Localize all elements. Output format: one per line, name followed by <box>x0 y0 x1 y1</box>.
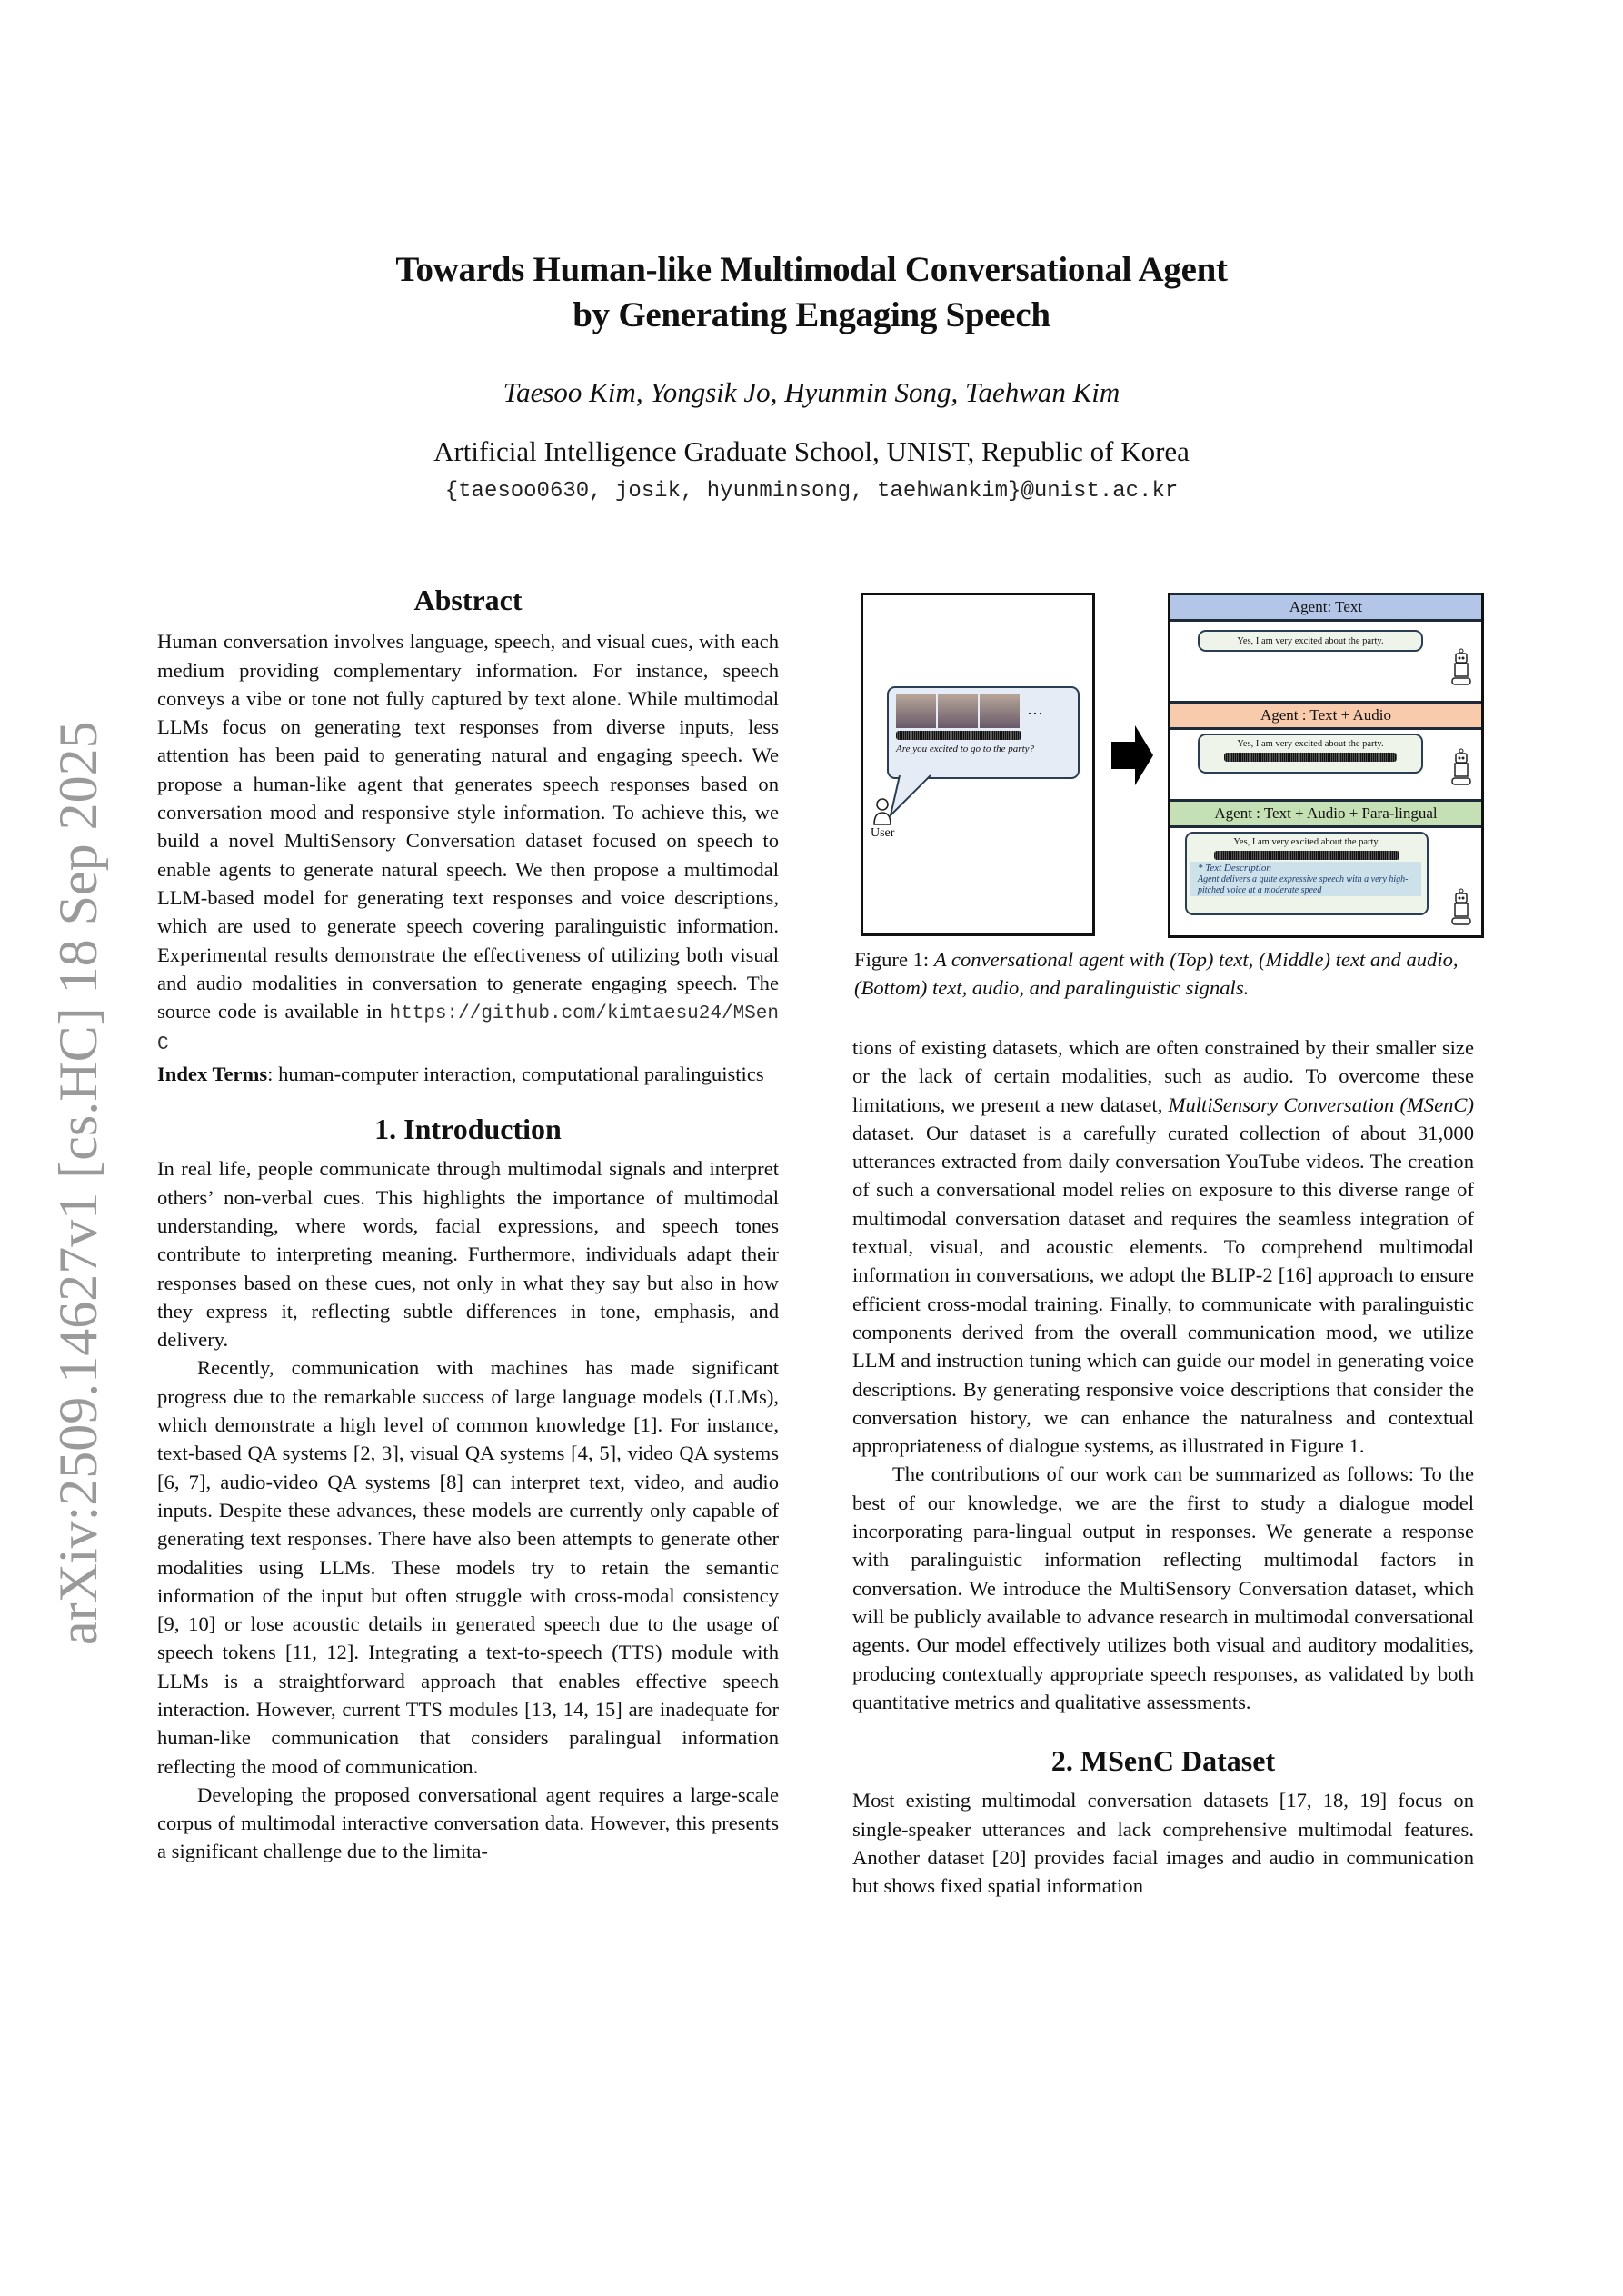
code-link[interactable]: https://github.com/kimtaesu24/MSenC <box>157 1003 779 1056</box>
text-description-body: Agent delivers a quite expressive speech with a very high-pitched voice at a moderate speed <box>1190 874 1421 896</box>
agent-waveform <box>1214 851 1399 860</box>
authors: Taesoo Kim, Yongsik Jo, Hyunmin Song, Taehwan Kim <box>503 376 1120 408</box>
robot-icon <box>1449 888 1474 928</box>
affiliation: Artificial Intelligence Graduate School, UNIST, Republic of Korea <box>433 435 1190 467</box>
video-frame-2 <box>938 694 978 728</box>
video-frame-1 <box>896 694 936 728</box>
agent-waveform <box>1224 753 1397 762</box>
agent-reply-text: Yes, I am very excited about the party. <box>1198 630 1423 652</box>
user-speech-bubble <box>887 686 1080 779</box>
intro-continued: tions of existing datasets, which are often constrained by their smaller size or the lack of certain modalities, such as audio. To overcome these limitations, we present a new dataset, MultiSensory Conversation (MSenC) dataset. Our dataset is a carefully curated collection of about 31,000 utterances extracted from daily conversation YouTube videos. The creation of such a conversational model relies on exposure to this diverse range of multimodal conversation dataset and requires the seamless integration of textual, visual, and acoustic elements. To comprehend multimodal information in conversations, we adopt the BLIP-2 [16] approach to ensure efficient cross-modal training. Finally, to communicate with paralinguistic components derived from the overall communication mood, we utilize LLM and instruction tuning which can guide our model in generating voice descriptions. By generating responsive voice descriptions that consider the conversation history, we can enhance the naturalness and contextual appropriateness of dialogue systems, as illustrated in Figure 1. <box>852 1036 1474 1458</box>
intro-paragraph-2: Recently, communication with machines has made significant progress due to the remarkable success of large language models (LLMs), which demonstrate a high level of common knowledge [1]. For instance, text-based QA systems [2, 3], visual QA systems [4, 5], video QA systems [6, 7], audio-video QA systems [8] can interpret text, video, and audio inputs. Despite these advances, these models are currently only capable of generating text responses. There have also been attempts to generate other modalities using LLMs. These models try to retain the semantic information of the input but often struggle with cross-modal consistency [9, 10] or lose acoustic details in generated speech due to the usage of speech tokens [11, 12]. Integrating a text-to-speech (TTS) module with LLMs is a straightforward approach that enables effective speech interaction. However, current TTS modules [13, 14, 15] are inadequate for human-like communication that considers paralingual information reflecting the mood of communication. <box>157 1356 779 1778</box>
paper-title <box>0 247 1623 338</box>
ellipsis: … <box>1027 700 1043 718</box>
abstract-body: Human conversation involves language, speech, and visual cues, with each medium providing complementary information. For instance, speech conveys a vibe or tone not fully captured by text alone. While multimodal LLMs focus on generating text responses from diverse inputs, less attention has been paid to generating natural and engaging speech. We propose a human-like agent that generates speech responses based on conversation mood and responsive style information. To achieve this, we build a novel MultiSensory Conversation dataset focused on speech to enable agents to generate natural speech. We then propose a multimodal LLM-based model for generating text responses and voice descriptions, which are used to generate speech covering paralinguistic information. Experimental results demonstrate the effectiveness of utilizing both visual and audio modalities in conversation to generate engaging speech. The source code is available in https://github.com/kimtaesu24/MSenC <box>157 630 779 1056</box>
index-terms-label: Index Terms <box>157 1062 268 1085</box>
figure-1 <box>861 589 1484 939</box>
bubble-tail <box>887 774 941 819</box>
panel-header-paralingual: Agent : Text + Audio + Para-lingual <box>1170 799 1481 828</box>
agent-panel <box>1168 593 1484 938</box>
panel-header-text-audio: Agent : Text + Audio <box>1170 701 1481 730</box>
left-column <box>157 586 779 1866</box>
video-frame-3 <box>980 694 1020 728</box>
intro-paragraph-3: Developing the proposed conversational agent requires a large-scale corpus of multimodal interactive conversation data. However, this presents a significant challenge due to the limita- <box>157 1782 779 1863</box>
user-panel <box>861 593 1095 936</box>
user-waveform <box>896 731 1021 740</box>
caption-text: A conversational agent with (Top) text, (Middle) text and audio, (Bottom) text, audio, and paralinguistic signals. <box>854 948 1459 999</box>
robot-icon <box>1449 648 1474 688</box>
right-column <box>852 1033 1474 1901</box>
user-label: User <box>871 826 895 840</box>
robot-icon <box>1449 748 1474 788</box>
contributions-paragraph: The contributions of our work can be summarized as follows: To the best of our knowledge, we are the first to study a dialogue model incorporating para-lingual output in responses. We generate a response with paralinguistic information reflecting multimodal factors in conversation. We introduce the MultiSensory Conversation dataset, which will be publicly available to advance research in multimodal conversational agents. Our model effectively utilizes both visual and auditory modalities, producing contextually appropriate speech responses, as validated by both quantitative metrics and qualitative assessments. <box>852 1462 1474 1713</box>
abstract-heading: Abstract <box>413 584 523 616</box>
arrow-right-icon <box>1111 725 1153 785</box>
arxiv-stamp: arXiv:2509.14627v1 [cs.HC] 18 Sep 2025 <box>48 721 108 1645</box>
agent-reply-text-audio: Yes, I am very excited about the party. <box>1198 734 1423 774</box>
section-2-heading: 2. MSenC Dataset <box>1050 1744 1276 1778</box>
section-2-body: Most existing multimodal conversation datasets [17, 18, 19] focus on single-speaker utterances and lack comprehensive multimodal features. Another dataset [20] provides facial images and audio in communication but shows fixed spatial information <box>852 1789 1474 1898</box>
panel-header-text: Agent: Text <box>1170 593 1481 622</box>
title-line-1: Towards Human-like Multimodal Conversational Agent <box>395 250 1228 289</box>
user-icon <box>872 797 892 826</box>
text-description-title: * Text Description <box>1190 862 1421 874</box>
index-terms: Index Terms: human-computer interaction, computational paralinguistics <box>157 1062 764 1085</box>
figure-1-caption <box>854 945 1481 1002</box>
caption-label: Figure 1: <box>854 948 934 971</box>
emails: {taesoo0630, josik, hyunminsong, taehwankim}@unist.ac.kr <box>444 479 1179 504</box>
video-frames <box>896 694 1070 728</box>
agent-reply-paralingual: Yes, I am very excited about the party. * Text Description Agent delivers a quite expressive speech with a very high-pitched voice at a moderate speed <box>1185 832 1429 915</box>
intro-heading: 1. Introduction <box>374 1113 562 1146</box>
user-question: Are you excited to go to the party? <box>896 744 1035 754</box>
intro-paragraph-1: In real life, people communicate through multimodal signals and interpret others’ non-verbal cues. This highlights the importance of multimodal understanding, where words, facial expressions, and speech tones contribute to interpreting meaning. Furthermore, individuals adapt their responses based on these cues, not only in what they say but also in how they express it, reflecting subtle differences in tone, emphasis, and delivery. <box>157 1157 779 1352</box>
title-line-2: by Generating Engaging Speech <box>573 295 1050 334</box>
